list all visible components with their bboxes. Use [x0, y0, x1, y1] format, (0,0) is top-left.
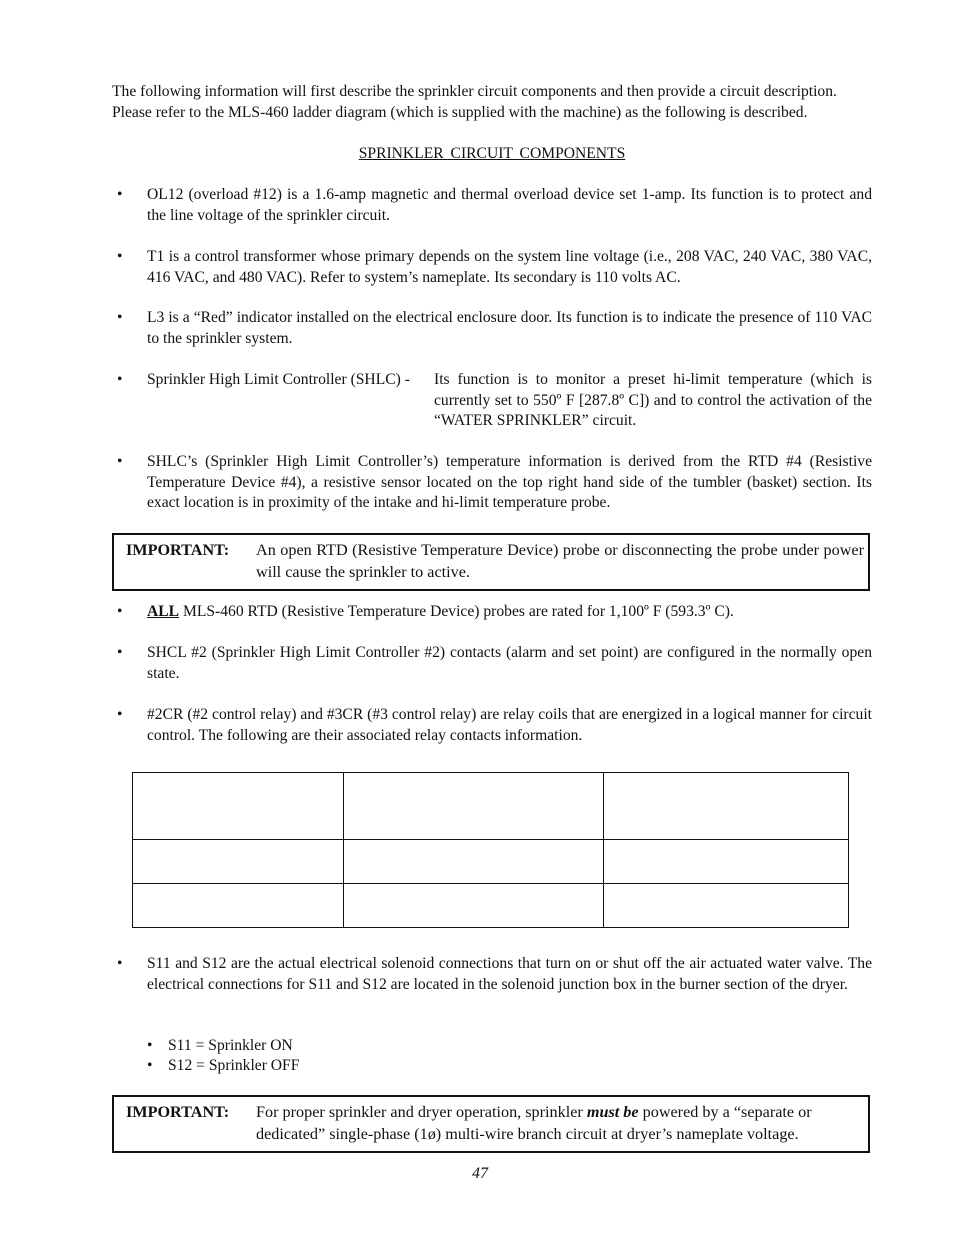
bullet-t1	[117, 247, 872, 288]
table-cell	[133, 884, 344, 928]
sub-bullet-s12	[147, 1056, 447, 1077]
table-cell	[343, 840, 604, 884]
bullet-all-probes	[117, 602, 872, 623]
bullet-dot: •	[117, 644, 123, 661]
sub-bullet-s11-text: S11 = Sprinkler ON	[168, 1037, 293, 1054]
bullet-dot: •	[117, 371, 123, 388]
important-box-2	[112, 1095, 870, 1153]
intro-line-1: The following information will first describe the sprinkler circuit components and then provide a circuit description.	[112, 83, 837, 100]
sub-bullet-s11	[147, 1036, 447, 1057]
table-cell	[343, 884, 604, 928]
bullet-dot: •	[117, 186, 123, 203]
bullet-shcl2	[117, 643, 872, 684]
bullet-dot: •	[117, 955, 123, 972]
important-text-a: For proper sprinkler and dryer operation, sprinkler	[256, 1103, 587, 1121]
page-number: 47	[472, 1165, 488, 1182]
bullet-dot: •	[117, 706, 123, 723]
table-cell	[133, 773, 344, 840]
intro-paragraph	[112, 82, 872, 123]
table-row	[133, 773, 849, 840]
bullet-relays	[117, 705, 872, 746]
emphasis-all: ALL	[147, 603, 180, 620]
important-text-b: powered by a “separate or dedicated” single-phase (1ø) multi-wire branch circuit at dryer’s nameplate voltage.	[256, 1103, 812, 1143]
bullet-all-probes-text	[147, 602, 872, 623]
intro-line-2: Please refer to the MLS-460 ladder diagram (which is supplied with the machine) as the following is described.	[112, 103, 808, 121]
bullet-s11-s12-text: S11 and S12 are the actual electrical solenoid connections that turn on or shut off the air actuated water valve. The electrical connections for S11 and S12 are located in the solenoid junction box in the burner section of the dryer.	[147, 955, 872, 993]
table-cell	[604, 840, 849, 884]
bullet-relays-text: #2CR (#2 control relay) and #3CR (#3 control relay) are relay coils that are energized in a logical manner for circuit control. The following are their associated relay contacts information.	[147, 706, 872, 744]
relay-contacts-table	[132, 772, 849, 928]
bullet-ol12	[117, 185, 872, 226]
bullet-shlc-text: Its function is to monitor a preset hi-limit temperature (which is currently set to 550º F [287.8º C]) and to control the activation of the “WATER SPRINKLER” circuit.	[434, 371, 872, 429]
bullet-dot: •	[117, 309, 123, 326]
emphasis-must-be: must be	[586, 1103, 639, 1121]
bullet-l3	[117, 308, 872, 349]
bullet-dot: •	[147, 1037, 153, 1054]
bullet-shlc-lead: Sprinkler High Limit Controller (SHLC) -	[147, 371, 410, 388]
table-cell	[343, 773, 604, 840]
bullet-rtd4-text: SHLC’s (Sprinkler High Limit Controller’s) temperature information is derived from the RTD #4 (Resistive Temperature Device #4), a resistive sensor located on the top right hand side of the tumbler (basket) section. Its exact location is in proximity of the intake and hi-limit temperature probe.	[147, 453, 872, 511]
bullet-shcl2-text: SHCL #2 (Sprinkler High Limit Controller #2) contacts (alarm and set point) are configured in the normally open state.	[147, 644, 872, 682]
bullet-rtd4	[117, 452, 872, 514]
table-cell	[133, 840, 344, 884]
important-text	[256, 1097, 864, 1151]
bullet-dot: •	[117, 603, 123, 620]
important-text: An open RTD (Resistive Temperature Device) probe or disconnecting the probe under power will cause the sprinkler to active.	[256, 541, 864, 581]
section-heading-text: SPRINKLER CIRCUIT COMPONENTS	[358, 145, 626, 162]
bullet-dot: •	[117, 453, 123, 470]
bullet-ol12-text: OL12 (overload #12) is a 1.6-amp magnetic and thermal overload device set 1-amp. Its function is to protect and the line voltage of the sprinkler circuit.	[147, 186, 872, 224]
table-cell	[604, 884, 849, 928]
table-cell	[604, 773, 849, 840]
bullet-t1-text: T1 is a control transformer whose primary depends on the system line voltage (i.e., 208 VAC, 240 VAC, 380 VAC, 416 VAC, and 480 VAC). Refer to system’s nameplate. Its secondary is 110 volts AC.	[147, 248, 872, 286]
table-row	[133, 884, 849, 928]
table-row	[133, 840, 849, 884]
bullet-s11-s12	[117, 954, 872, 995]
important-label: IMPORTANT:	[126, 1103, 230, 1121]
bullet-all-probes-rest: MLS-460 RTD (Resistive Temperature Device) probes are rated for 1,100º F (593.3º C).	[179, 603, 734, 620]
sub-bullet-s12-text: S12 = Sprinkler OFF	[168, 1057, 300, 1074]
bullet-l3-text: L3 is a “Red” indicator installed on the electrical enclosure door. Its function is to indicate the presence of 110 VAC to the sprinkler system.	[147, 309, 872, 347]
bullet-shlc	[117, 370, 872, 432]
important-box-1	[112, 533, 870, 591]
important-label: IMPORTANT:	[126, 541, 230, 559]
bullet-dot: •	[147, 1057, 153, 1074]
bullet-dot: •	[117, 248, 123, 265]
section-heading	[112, 144, 872, 165]
